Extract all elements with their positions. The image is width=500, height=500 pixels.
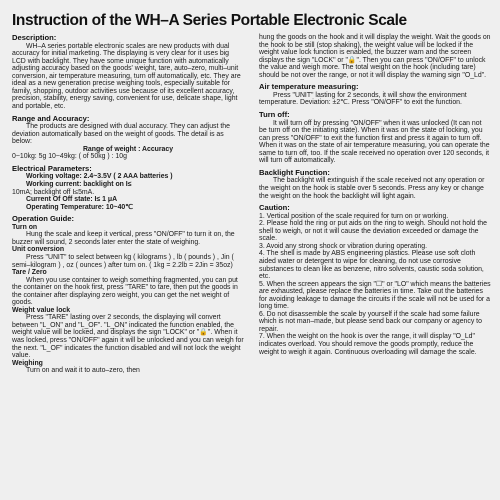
range-label: Range of weight : Accuracy (82, 145, 174, 153)
weighing-heading: Weighing (12, 359, 43, 367)
range-values: 0~10kg: 5g 10~49kg: ( of 50kg ) : 10g (12, 153, 127, 161)
air-temperature-heading: Air temperature measuring: (259, 82, 359, 92)
caution-heading: Caution: (259, 203, 290, 213)
turn-off-heading: Turn off: (259, 109, 290, 119)
caution-item: 7. When the weight on the hook is over the range, it will display "O_Ld" indicates overload. You should remove the goods promptly, reduce the weight to weigh it again. Continuous overloading will damage the scale. (259, 333, 477, 356)
working-current-label: Working current: backlight on I≤ (26, 180, 132, 188)
tare-text: When you use container to weigh something fragmented, you can put the container on the hook first, press "TARE" to tare, then put the goods in the container after displaying zero weight, you can get the net weight of goods. (12, 276, 238, 307)
off-current: Current Of Off state: I≤ 1 μA (26, 196, 118, 204)
operating-temperature: Operating Temperature: 10~40℃ (26, 203, 133, 211)
caution-item: 3. Avoid any strong shock or vibration during operating. (259, 242, 428, 250)
working-voltage: Working voltage: 2.4~3.5V ( 2 AAA batteries ) (26, 173, 173, 181)
turn-on-heading: Turn on (12, 223, 38, 231)
description-heading: Description: (12, 33, 57, 42)
turn-on-text: Hung the scale and keep it vertical, press "ON/OFF" to turn it on, the buzzer will sound, 2 seconds later enter the state of weighing. (12, 231, 235, 246)
lock-text: Press "TARE" lasting over 2 seconds, the displaying will convert between "L_ON" and "L_OF". "L_ON" indicated the function enabled, the weight value will be locked, and displays the sign "LOCK" or "🔒". When it was locked, press "ON/OFF" again it will be unlocked and you can weigh for the next. "L_OF" indicates the function disabled and will not lock the weight value. (12, 314, 244, 360)
right-column (259, 34, 491, 356)
description-text: WH–A series portable electronic scales are new products with dual accuracy for initial marketing. The displaying is very clear for it uses big LCD with backlight. They have some unique function with automatically adjusting accuracy based on the goods' weight, tare, auto–zero, multi–unit conversion, air temperature measuring, turn off automatically, etc. They are ideal as a new generation precise weighing tools, especially suitable for family, shopping, outdoor activities use because of its excellent accuracy, precision, stability, energy saving, convenient for use, delicate shape, light and portable, etc. (12, 42, 241, 110)
weighing-text-continued: hung the goods on the hook and it will display the weight. Wait the goods on the hook to be still (stop shaking), the weight value will be locked if the weight value lock function is enabled, the buzzer warn and the screen displays the sign "LOCK" or "🔒". Then you can press "ON/OFF" to unlock the value and weigh more. The total weight on the hook (including tare) should be not over the range, or not it will display the warning sign "O_Ld". (259, 34, 491, 79)
backlight-heading: Backlight Function: (259, 167, 330, 177)
left-column (12, 34, 244, 375)
backlight-text: The backlight will extinguish if the scale received not any operation or the weight on the hook is stable over 5 seconds. Press any key or change the weight on the hook the backlight will light again. (259, 177, 485, 200)
working-current-value: 10mA; backlight off I≤5mA. (12, 188, 95, 196)
range-text: The products are designed with dual accuracy. They can adjust the deviation automatically based on the weight of goods. The detail is as below: (12, 123, 230, 146)
unit-text: Press "UNIT" to select between kg ( kilograms ) , lb ( pounds ) , Jin ( semi–kilogram ) , oz ( ounces ) after turn on. ( 1kg = 2.2lb = 2Jin = 35oz) (12, 253, 234, 269)
electrical-heading: Electrical Parameters: (12, 163, 92, 173)
turn-off-text: It will turn off by pressing "ON/OFF" when it was unlocked (It can not be turn off on the initiating state). When it was on the state of locking, you can press "ON/OFF" to exit the function first and press it again to turn off. When it was on the state of air temperature measuring, you can operate the same to turn off, too. If the scale received no operation over 120 seconds, it will turn off automatically. (259, 119, 490, 165)
range-heading: Range and Accuracy: (12, 113, 90, 123)
caution-item: 1. Vertical position of the scale required for turn on or working. (259, 212, 449, 220)
unit-heading: Unit conversion (12, 246, 65, 254)
lock-heading: Weight value lock (12, 306, 71, 314)
caution-item: 2. Please hold the ring or put aids on the ring to weigh. Should not hold the shell to weigh, or not it will cause the deviation exceeded or damage the scale. (259, 220, 487, 243)
caution-item: 6. Do not disassemble the scale by yourself if the scale had some failure which is not man–made, but please send back our company or agency to repair. (259, 310, 482, 333)
weighing-text: Turn on and wait it to auto–zero, then (26, 367, 140, 375)
caution-item: 5. When the screen appears the sign "☐" or "LO" which means the batteries are exhausted, please replace the batteries in time. Take out the batteries for avoiding leakage to damage the circuits if the scale will not be used for a long time. (259, 280, 491, 311)
air-temperature-text: Press "UNIT" lasting for 2 seconds, it will show the environment temperature. Deviation: ±2℃. Press "ON/OFF" to exit the function. (259, 91, 467, 107)
page-title: Instruction of the WH–A Series Portable Electronic Scale (12, 12, 407, 29)
operation-heading: Operation Guide: (12, 214, 75, 224)
tare-heading: Tare / Zero (12, 269, 47, 277)
caution-item: 4. The shell is made by ABS engineering plastics. Please use soft cloth aided water or detergent to wipe for cleaning, do not use corrosive substances to clean like as benzene, nitro solvents, caustic soda solution, etc. (259, 250, 484, 281)
